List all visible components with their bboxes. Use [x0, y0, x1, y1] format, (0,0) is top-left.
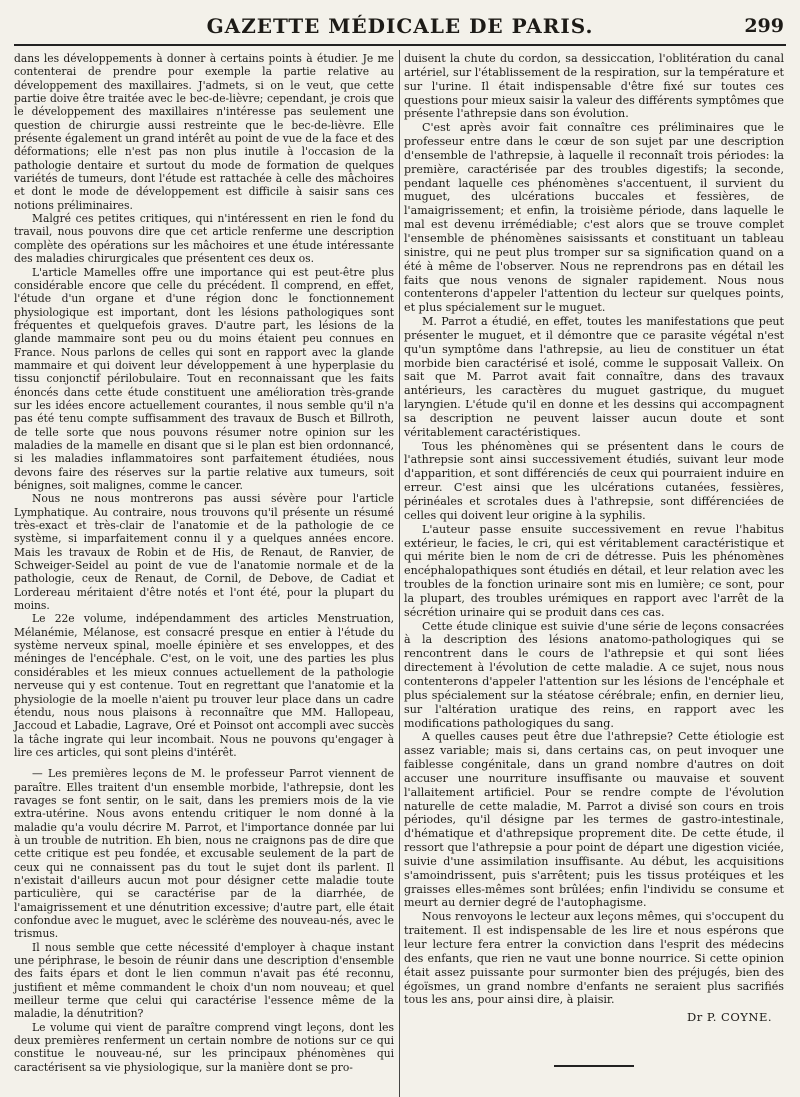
page-number: 299	[744, 15, 784, 37]
paragraph: A quelles causes peut être due l'athrepsie? Cette étiologie est assez variable; mais si, dans certains cas, on peut invoquer une faiblesse congénitale, dans un grand nombre d'autres on doit accuser une nourriture insuffisante ou mauvaise et souvent l'allaitement artificiel. Pour se rendre compte de l'évolution naturelle de cette maladie, M. Parrot a divisé son cours en trois périodes, qu'il désigne par les termes de gastro-intestinale, d'hématique et d'athrepsique proprement dite. De cette étude, il ressort que l'athrepsie a pour point de départ une digestion viciée, suivie d'une assimilation insuffisante. Au début, les acquisitions s'amoindrissent, puis s'arrêtent; puis les tissus protéiques et les graisses elles-mêmes sont brûlées; enfin l'individu se consume et meurt au dernier degré de l'autophagisme.	[404, 730, 784, 910]
paragraph: Le 22e volume, indépendamment des articles Menstruation, Mélanémie, Mélanose, est consacré presque en entier à l'étude du système nerveux spinal, moelle épinière et ses enveloppes, et des méninges de l'encéphale. C'est, on le voit, une des parties les plus considérables et les mieux connues actuellement de la pathologie nerveuse qui y est contenue. Tout en regrettant que l'anatomie et la physiologie de la moelle n'aient pu trouver leur place dans un cadre étendu, nous nous plaisons à reconnaître que MM. Hallopeau, Jaccoud et Labadie, Lagrave, Oré et Poinsot ont accompli avec succès la tâche ingrate qui leur incombait. Nous ne pouvons qu'engager à lire ces articles, qui sont pleins d'intérêt.	[14, 612, 394, 759]
paragraph: Cette étude clinique est suivie d'une série de leçons consacrées à la description des lésions anatomo-pathologiques qui se rencontrent dans le cours de l'athrepsie et qui sont liées directement à l'évolution de cette maladie. A ce sujet, nous nous contenterons d'appeler l'attention sur les lésions de l'encéphale et plus spécialement sur la stéatose cérébrale; enfin, en dernier lieu, sur l'altération uratique des reins, en rapport avec les modifications pathologiques du sang.	[404, 619, 784, 730]
paragraph: Le volume qui vient de paraître comprend vingt leçons, dont les deux premières renferment un certain nombre de notions sur ce qui constitue le nouveau-né, sur les principaux phénomènes qui caractérisent sa vie physiologique, sur la manière dont se pro-	[14, 1020, 394, 1074]
paragraph: Il nous semble que cette nécessité d'employer à chaque instant une périphrase, le besoin de réunir dans une description d'ensemble des faits épars et dont le lien commun n'avait pas été reconnu, justifient et même commandent le choix d'un nom nouveau; et quel meilleur terme que celui qui caractérise l'essence même de la maladie, la dénutrition?	[14, 940, 394, 1021]
paragraph: L'auteur passe ensuite successivement en revue l'habitus extérieur, le facies, le cri, qui est véritablement caractéristique et qui mérite bien le nom de cri de détresse. Puis les phénomènes encéphalopathiques sont étudiés en détail, et leur relation avec les troubles de la fonction urinaire sont mis en lumière; ce sont, pour la plupart, des troubles urémiques en rapport avec l'arrêt de la sécrétion urinaire qui se produit dans ces cas.	[404, 522, 784, 619]
left-column	[14, 52, 394, 1074]
paragraph: Nous ne nous montrerons pas aussi sévère pour l'article Lymphatique. Au contraire, nous trouvons qu'il présente un résumé très-exact et très-clair de l'anatomie et de la pathologie de ce système, si imparfaitement connu il y a quelques années encore. Mais les travaux de Robin et de His, de Renaut, de Ranvier, de Schweiger-Seidel au point de vue de l'anatomie normale et de la pathologie, ceux de Renaut, de Cornil, de Debove, de Cadiat et Lordereau méritaient d'être notés et l'ont été, pour la plupart du moins.	[14, 492, 394, 613]
paragraph: Tous les phénomènes qui se présentent dans le cours de l'athrepsie sont ainsi successivement étudiés, suivant leur mode d'apparition, et sont différenciés de ceux qui pourraient induire en erreur. C'est ainsi que les ulcérations cutanées, fessières, périnéales et scrotales dues à l'athrepsie, sont différenciées de celles qui doivent leur origine à la syphilis.	[404, 439, 784, 522]
paragraph: C'est après avoir fait connaître ces préliminaires que le professeur entre dans le cœur de son sujet par une description d'ensemble de l'athrepsie, à laquelle il reconnaît trois périodes: la première, caractérisée par des troubles digestifs; la seconde, pendant laquelle ces phénomènes s'accentuent, il survient du muguet, des ulcérations buccales et fessières, de l'amaigrissement; et enfin, la troisième période, dans laquelle le mal est devenu irrémédiable; c'est alors que se trouve complet l'ensemble de phénomènes saisissants et constituant un tableau sinistre, qui ne peut plus tromper sur sa signification quand on a été à même de l'observer. Nous ne reprendrons pas en détail les faits que nous venons de signaler rapidement. Nous nous contenterons d'appeler l'attention du lecteur sur quelques points, et plus spécialement sur le muguet.	[404, 121, 784, 315]
paragraph: Malgré ces petites critiques, qui n'intéressent en rien le fond du travail, nous pouvons dire que cet article renferme une description complète des opérations sur les mâchoires et une étude intéressante des maladies chirurgicales que présentent ces deux os.	[14, 212, 394, 266]
paragraph: M. Parrot a étudié, en effet, toutes les manifestations que peut présenter le muguet, et il démontre que ce parasite végétal n'est qu'un symptôme dans l'athrepsie, au lieu de constituer un état morbide bien caractérisé et isolé, comme le supposait Valleix. On sait que M. Parrot avait fait connaître, dans des travaux antérieurs, les caractères du muguet gastrique, du muguet laryngien. L'étude qu'il en donne et les dessins qui accompagnent sa description ne peuvent laisser aucun doute et sont véritablement caractéristiques.	[404, 315, 784, 439]
paragraph: duisent la chute du cordon, sa dessiccation, l'oblitération du canal artériel, sur l'établissement de la respiration, sur la température et sur l'urine. Il était indispensable d'être fixé sur toutes ces questions pour mieux saisir la valeur des différents symptômes que présente l'athrepsie dans son évolution.	[404, 52, 784, 121]
paragraph: — Les premières leçons de M. le professeur Parrot viennent de paraître. Elles traitent d'un ensemble morbide, l'athrepsie, dont les ravages se font sentir, on le sait, dans les premiers mois de la vie extra-utérine. Nous avons entendu critiquer le nom donné à la maladie qu'a voulu décrire M. Parrot, et l'importance donnée par lui à un trouble de nutrition. Eh bien, nous ne craignons pas de dire que cette critique est peu fondée, et excusable seulement de la part de ceux qui ne connaissent pas du tout le sujet dont ils parlent. Il n'existait d'ailleurs aucun mot pour désigner cette maladie toute particulière, qui se caractérise par de la diarrhée, de l'amaigrissement et une dénutrition excessive; d'autre part, elle était confondue avec le muguet, avec le sclérème des nouveau-nés, avec le trismus.	[14, 767, 394, 941]
paragraph: Nous renvoyons le lecteur aux leçons mêmes, qui s'occupent du traitement. Il est indispensable de les lire et nous espérons que leur lecture fera entrer la conviction dans l'esprit des médecins des enfants, que rien ne vaut une bonne nourrice. Si cette opinion était assez puissante pour surmonter bien des préjugés, bien des égoïsmes, un grand nombre d'enfants ne seraient plus sacrifiés tous les ans, pour ainsi dire, à plaisir.	[404, 910, 784, 1007]
author-signature: Dr P. COYNE.	[686, 1010, 772, 1025]
column-divider	[399, 50, 400, 1097]
page-header	[14, 10, 786, 46]
paragraph: L'article Mamelles offre une importance qui est peut-être plus considérable encore que celle du précédent. Il comprend, en effet, l'étude d'un organe et d'une région donc le fonctionnement physiologique est important, dont les lésions pathologiques sont fréquentes et quelquefois graves. D'autre part, les lésions de la glande mammaire sont peu ou du moins étaient peu connues en France. Nous parlons de celles qui sont en rapport avec la glande mammaire et qui doivent leur développement à une hyperplasie du tissu conjonctif périlobulaire. Tout en reconnaissant que les faits énoncés dans cette étude constituent une amélioration très-grande sur les idées encore actuellement courantes, il nous semble qu'il n'a pas été tenu compte suffisamment des travaux de Busch et Billroth, de telle sorte que nous pouvons résumer notre opinion sur les maladies de la mamelle en disant que si le plan est bien ordonnancé, si les maladies inflammatoires sont parfaitement étudiées, nous devons faire des réserves sur la partie relative aux tumeurs, soit bénignes, soit malignes, comme le cancer.	[14, 265, 394, 492]
paragraph: dans les développements à donner à certains points à étudier. Je me contenterai de prendre pour exemple la partie relative au développement des maxillaires. J'admets, si on le veut, que cette partie doive être traitée avec le bec-de-lièvre; cependant, je crois que le développement des maxillaires n'intéresse pas seulement une question de chirurgie aussi restreinte que le bec-de-lièvre. Elle présente également un grand intérêt au point de vue de la face et des déformations; elle n'est pas non plus inutile à l'occasion de la pathologie dentaire et surtout du mode de formation de quelques variétés de tumeurs, dont l'étude est rattachée à celle des mâchoires et dont le mode de développement est difficile à saisir sans ces notions préliminaires.	[14, 52, 394, 212]
right-column	[404, 52, 784, 1067]
page-title: GAZETTE MÉDICALE DE PARIS.	[206, 14, 594, 38]
end-rule	[554, 1065, 634, 1067]
